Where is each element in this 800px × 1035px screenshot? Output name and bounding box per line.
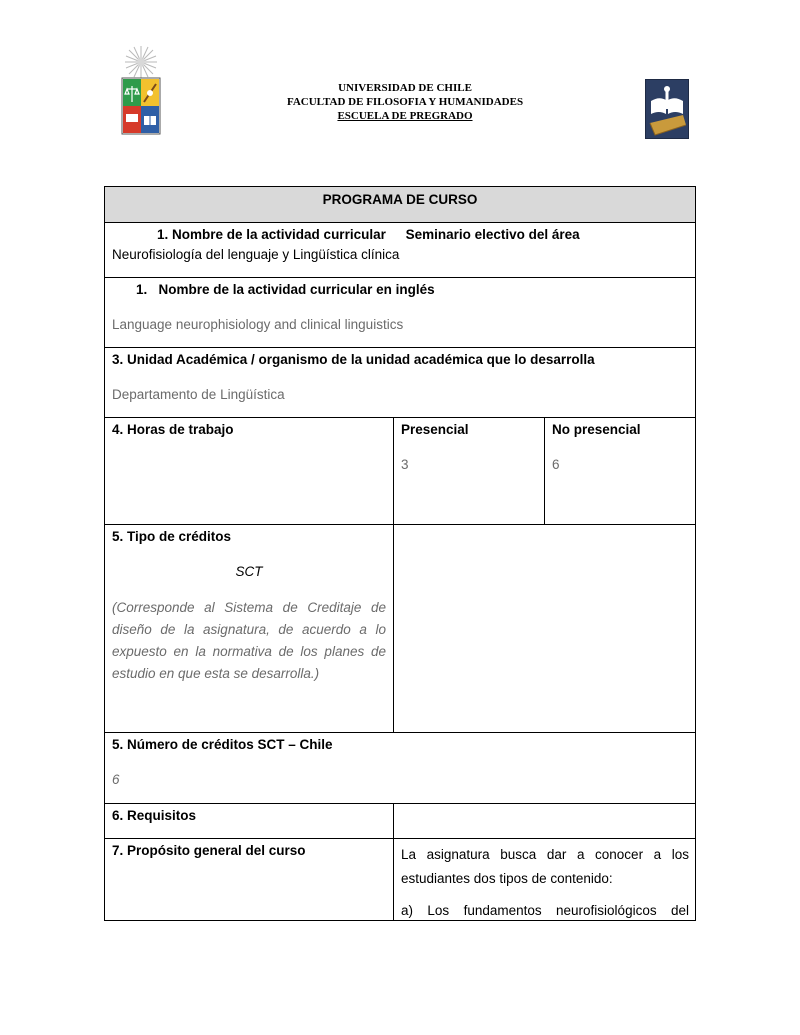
presencial-label: Presencial (401, 422, 469, 437)
no-presencial-cell (544, 417, 696, 525)
credit-type-note: (Corresponde al Sistema de Creditaje de diseño de la asignatura, de acuerdo a lo expuesto en la normativa de los planes de estudio en que esta se desarrolla.) (112, 600, 386, 681)
academic-unit-label: 3. Unidad Académica / organismo de la unidad académica que lo desarrolla (112, 352, 595, 367)
english-name-label: 1. Nombre de la actividad curricular en inglés (136, 282, 435, 297)
section-curricular-name-english (104, 277, 696, 348)
academic-unit-value: Departamento de Lingüística (112, 387, 285, 402)
requirements-label: 6. Requisitos (104, 803, 394, 839)
work-hours-label: 4. Horas de trabajo (104, 417, 394, 525)
presencial-value: 3 (401, 457, 409, 472)
course-purpose-value-cell (393, 838, 696, 921)
credit-number-value: 6 (112, 772, 120, 787)
credit-type-empty-cell (393, 524, 696, 733)
section-academic-unit (104, 347, 696, 418)
section-credit-number (104, 732, 696, 804)
university-name: UNIVERSIDAD DE CHILE (338, 82, 472, 94)
section-curricular-name (104, 222, 696, 278)
english-name-value: Language neurophisiology and clinical linguistics (112, 317, 404, 332)
institution-header (200, 81, 610, 123)
school-name: ESCUELA DE PREGRADO (337, 110, 473, 122)
curricular-name-label: 1. Nombre de la actividad curricular (157, 227, 386, 242)
curricular-name-value: Neurofisiología del lenguaje y Lingüística clínica (112, 247, 400, 262)
curricular-name-inline-value: Seminario electivo del área (405, 227, 580, 242)
faculty-name: FACULTAD DE FILOSOFIA Y HUMANIDADES (286, 96, 524, 108)
universidad-de-chile-crest-logo (116, 44, 166, 138)
credit-number-label: 5. Número de créditos SCT – Chile (112, 737, 333, 752)
presencial-cell (393, 417, 545, 525)
course-purpose-text-1: La asignatura busca dar a conocer a los estudiantes dos tipos de contenido: (401, 847, 689, 886)
section-credit-type (104, 524, 394, 733)
requirements-value-cell (393, 803, 696, 839)
course-purpose-label: 7. Propósito general del curso (104, 838, 394, 921)
credit-type-value: SCT (235, 564, 263, 579)
no-presencial-value: 6 (552, 457, 560, 472)
table-title: PROGRAMA DE CURSO (104, 186, 696, 223)
credit-type-label: 5. Tipo de créditos (112, 529, 232, 544)
no-presencial-label: No presencial (552, 422, 641, 437)
course-purpose-text-2: a) Los fundamentos neurofisiológicos del (401, 903, 689, 918)
faculty-book-logo (645, 79, 689, 139)
course-program-table (104, 186, 696, 921)
